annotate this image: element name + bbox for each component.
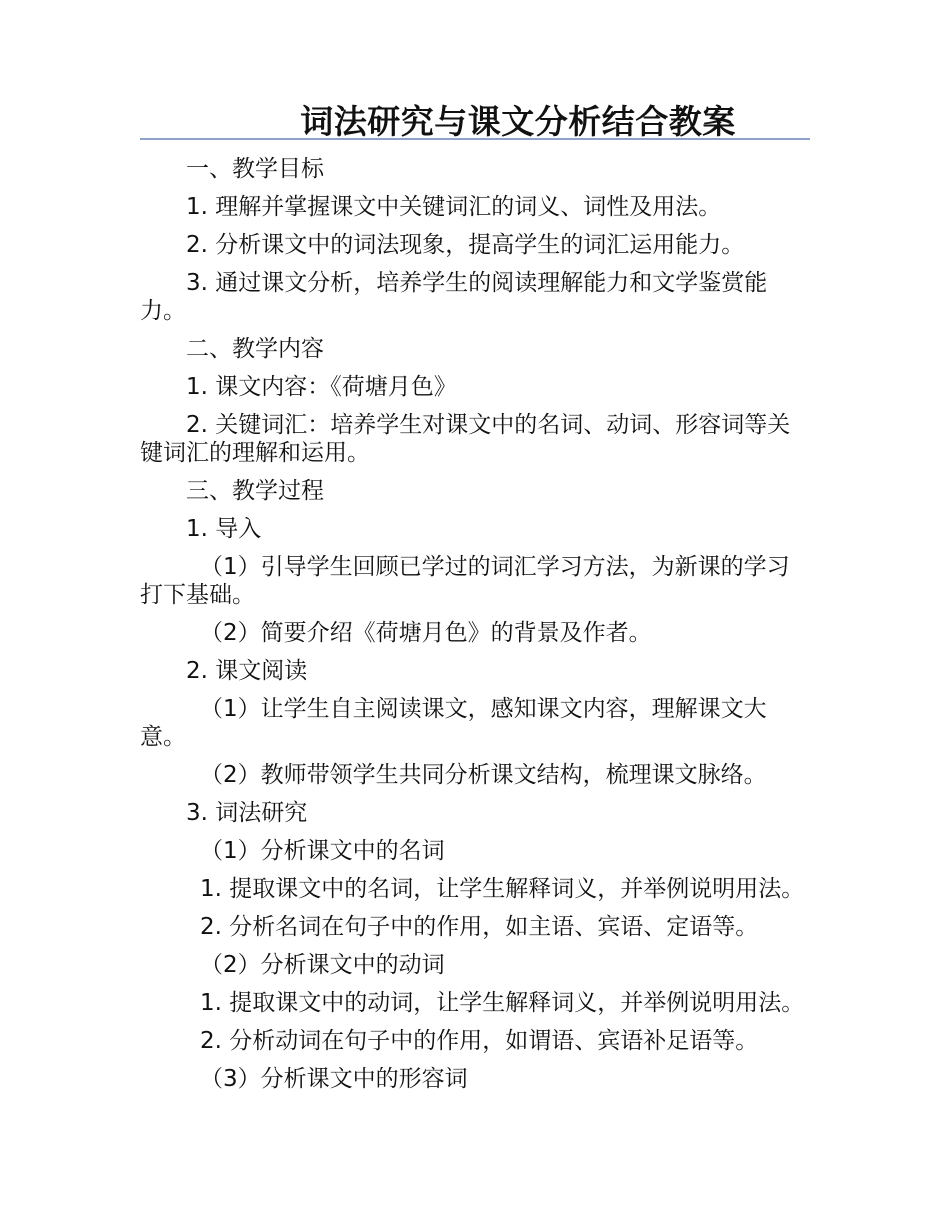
- section-heading: 三、教学过程: [186, 478, 324, 504]
- paragraph: 1. 理解并掌握课文中关键词汇的词义、词性及用法。: [186, 194, 722, 220]
- paragraph: （1）让学生自主阅读课文，感知课文内容，理解课文大意。: [140, 696, 767, 750]
- title-underline: [140, 138, 810, 140]
- paragraph: 2. 关键词汇：培养学生对课文中的名词、动词、形容词等关键词汇的理解和运用。: [140, 412, 791, 466]
- document-body: [140, 155, 810, 1103]
- paragraph: 1. 课文内容：《荷塘月色》: [186, 374, 457, 400]
- section-heading: 一、教学目标: [186, 156, 324, 182]
- section-heading: 二、教学内容: [186, 336, 324, 362]
- document-title: 词法研究与课文分析结合教案: [300, 102, 736, 141]
- paragraph: （2）简要介绍《荷塘月色》的背景及作者。: [200, 620, 652, 646]
- paragraph: 1. 提取课文中的动词，让学生解释词义，并举例说明用法。: [200, 990, 805, 1016]
- paragraph: （1）分析课文中的名词: [200, 838, 445, 864]
- paragraph: （3）分析课文中的形容词: [200, 1066, 468, 1092]
- paragraph: 3. 通过课文分析，培养学生的阅读理解能力和文学鉴赏能力。: [140, 270, 768, 324]
- paragraph: （2）分析课文中的动词: [200, 952, 445, 978]
- paragraph: 3. 词法研究: [186, 800, 308, 826]
- paragraph: 2. 分析名词在句子中的作用，如主语、宾语、定语等。: [200, 914, 759, 940]
- paragraph: 1. 导入: [186, 516, 262, 542]
- paragraph: 2. 分析动词在句子中的作用，如谓语、宾语补足语等。: [200, 1028, 759, 1054]
- paragraph: （2）教师带领学生共同分析课文结构，梳理课文脉络。: [200, 762, 767, 788]
- paragraph: （1）引导学生回顾已学过的词汇学习方法，为新课的学习打下基础。: [140, 554, 790, 608]
- paragraph: 2. 分析课文中的词法现象，提高学生的词汇运用能力。: [186, 232, 745, 258]
- paragraph: 1. 提取课文中的名词，让学生解释词义，并举例说明用法。: [200, 876, 805, 902]
- paragraph: 2. 课文阅读: [186, 658, 308, 684]
